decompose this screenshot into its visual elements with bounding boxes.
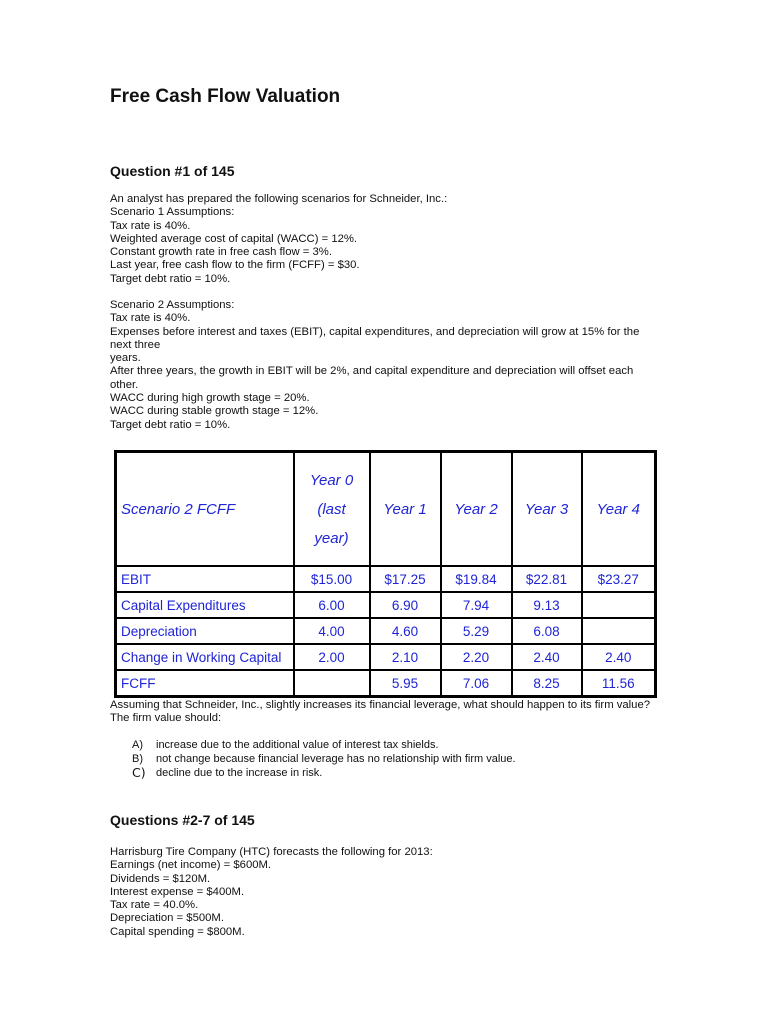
text-line: Last year, free cash flow to the firm (FCFF) = $30. [110, 259, 360, 272]
header-line: (last [317, 500, 346, 518]
table-header-year2: Year 2 [441, 452, 512, 567]
table-header-year0 [294, 452, 370, 567]
table-cell: 7.06 [441, 670, 512, 697]
table-row [116, 566, 656, 592]
answer-choices [132, 738, 516, 780]
header-line: year) [314, 529, 349, 547]
table-cell: 2.20 [441, 644, 512, 670]
question-1-prompt: Assuming that Schneider, Inc., slightly increases its financial leverage, what should happen to its firm value? The firm value should: [110, 699, 651, 725]
text-line: Weighted average cost of capital (WACC) = 12%. [110, 232, 358, 245]
table-cell: 7.94 [441, 592, 512, 618]
text-line: Tax rate is 40%. [110, 219, 191, 232]
scenario-1-text [110, 193, 662, 286]
table-cell: 11.56 [582, 670, 656, 697]
htc-forecast-text [110, 846, 662, 939]
text-line: Harrisburg Tire Company (HTC) forecasts the following for 2013: [110, 846, 433, 858]
text-line: Target debt ratio = 10%. [110, 418, 231, 431]
table-cell: 5.95 [370, 670, 441, 697]
choice-key: B) [132, 753, 143, 765]
table-cell: 2.40 [582, 644, 656, 670]
table-cell: $15.00 [294, 566, 370, 592]
table-cell: $17.25 [370, 566, 441, 592]
table-header-year4: Year 4 [582, 452, 656, 567]
header-line: Year 0 [309, 471, 354, 489]
table-cell: 6.00 [294, 592, 370, 618]
text-line: WACC during stable growth stage = 12%. [110, 405, 319, 418]
choice-key: C) [132, 765, 146, 780]
scenario-2-fcff-table [114, 450, 657, 698]
text-line: Constant growth rate in free cash flow = 3%. [110, 246, 332, 259]
text-line: Tax rate is 40%. [110, 312, 191, 325]
scenario-2-text [110, 299, 662, 432]
table-cell: $19.84 [441, 566, 512, 592]
text-line: WACC during high growth stage = 20%. [110, 392, 310, 405]
table-cell [582, 618, 656, 644]
answer-choice-c[interactable] [132, 766, 516, 780]
table-cell: 9.13 [512, 592, 582, 618]
choice-key: A) [132, 739, 143, 751]
answer-choice-a[interactable] [132, 738, 516, 752]
table-cell: $22.81 [512, 566, 582, 592]
answer-choice-b[interactable] [132, 752, 516, 766]
document-title: Free Cash Flow Valuation [110, 86, 341, 107]
text-line: After three years, the growth in EBIT will be 2%, and capital expenditure and depreciation will offset each other. [110, 365, 634, 391]
text-line: Depreciation = $500M. [110, 912, 224, 925]
table-cell [294, 670, 370, 697]
table-header-row [116, 452, 656, 567]
table-cell: $23.27 [582, 566, 656, 592]
row-label: Change in Working Capital [116, 644, 294, 670]
table-row [116, 644, 656, 670]
row-label: Capital Expenditures [116, 592, 294, 618]
text-line: Interest expense = $400M. [110, 885, 245, 898]
table-cell: 5.29 [441, 618, 512, 644]
table-row [116, 618, 656, 644]
table-cell: 4.00 [294, 618, 370, 644]
text-line: Earnings (net income) = $600M. [110, 859, 272, 872]
table-header-year3: Year 3 [512, 452, 582, 567]
table-row [116, 670, 656, 697]
question-1-heading: Question #1 of 145 [110, 163, 235, 179]
table-cell: 6.90 [370, 592, 441, 618]
choice-text: not change because financial leverage has no relationship with firm value. [156, 753, 516, 765]
text-line: Scenario 2 Assumptions: [110, 299, 235, 311]
table-header-year1: Year 1 [370, 452, 441, 567]
table-cell: 4.60 [370, 618, 441, 644]
text-line: Capital spending = $800M. [110, 925, 245, 938]
question-2-heading: Questions #2-7 of 145 [110, 812, 255, 828]
table-cell: 8.25 [512, 670, 582, 697]
table-cell: 2.00 [294, 644, 370, 670]
text-line: Dividends = $120M. [110, 872, 211, 885]
text-line: years. [110, 352, 141, 365]
choice-text: decline due to the increase in risk. [156, 767, 323, 779]
text-line: Tax rate = 40.0%. [110, 899, 199, 912]
table-cell [582, 592, 656, 618]
choice-text: increase due to the additional value of interest tax shields. [156, 739, 439, 751]
table-cell: 2.10 [370, 644, 441, 670]
text-line: Target debt ratio = 10%. [110, 272, 231, 285]
row-label: FCFF [116, 670, 294, 697]
text-line: Scenario 1 Assumptions: [110, 206, 235, 219]
text-line: An analyst has prepared the following scenarios for Schneider, Inc.: [110, 193, 448, 205]
table-cell: 2.40 [512, 644, 582, 670]
text-line: Expenses before interest and taxes (EBIT), capital expenditures, and depreciation will grow at 15% for the next three [110, 325, 640, 351]
table-row [116, 592, 656, 618]
table-header-label: Scenario 2 FCFF [116, 452, 294, 567]
row-label: Depreciation [116, 618, 294, 644]
table-cell: 6.08 [512, 618, 582, 644]
row-label: EBIT [116, 566, 294, 592]
